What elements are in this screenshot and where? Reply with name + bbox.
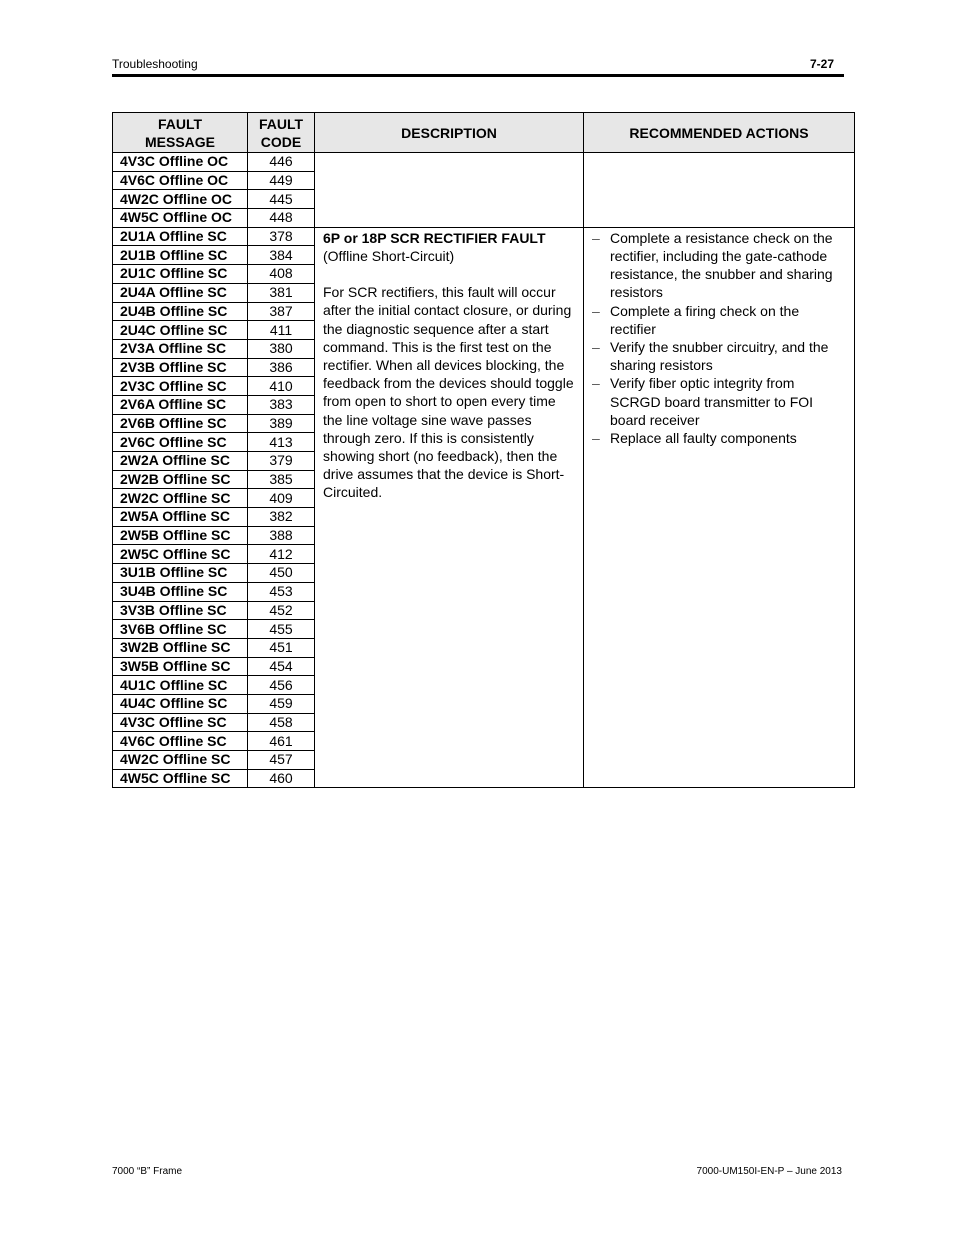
fault-message-cell: 2W2C Offline SC <box>113 489 248 508</box>
fault-message-cell: 2W5B Offline SC <box>113 526 248 545</box>
fault-message-cell: 3W2B Offline SC <box>113 638 248 657</box>
fault-message-cell: 2W2B Offline SC <box>113 470 248 489</box>
action-text: Replace all faulty components <box>610 429 797 446</box>
fault-code-cell: 384 <box>248 246 315 265</box>
fault-message-cell: 4W2C Offline OC <box>113 190 248 209</box>
fault-code-cell: 379 <box>248 452 315 471</box>
fault-code-cell: 378 <box>248 227 315 246</box>
fault-code-cell: 455 <box>248 620 315 639</box>
fault-message-cell: 2U1B Offline SC <box>113 246 248 265</box>
list-item <box>592 229 846 302</box>
dash-bullet-icon: – <box>592 302 600 319</box>
description-title: 6P or 18P SCR RECTIFIER FAULT <box>323 229 546 246</box>
fault-code-cell: 456 <box>248 676 315 695</box>
header-section-title: Troubleshooting <box>112 57 198 71</box>
fault-code-cell: 454 <box>248 657 315 676</box>
action-text: Complete a resistance check on the rectifier, including the gate-cathode resistance, the snubber and sharing resistors <box>610 229 833 301</box>
fault-message-cell: 2V3A Offline SC <box>113 339 248 358</box>
fault-message-cell: 2U1A Offline SC <box>113 227 248 246</box>
fault-message-cell: 4V6C Offline OC <box>113 171 248 190</box>
fault-code-cell: 380 <box>248 339 315 358</box>
fault-message-cell: 2V6A Offline SC <box>113 395 248 414</box>
fault-message-cell: 2U4B Offline SC <box>113 302 248 321</box>
fault-message-cell: 4W2C Offline SC <box>113 751 248 770</box>
header-rule <box>112 74 844 77</box>
fault-code-cell: 411 <box>248 321 315 340</box>
recommended-actions-cell <box>584 227 855 788</box>
recommended-actions-cell <box>584 153 855 228</box>
fault-code-cell: 452 <box>248 601 315 620</box>
footer-document-frame: 7000 “B” Frame <box>112 1166 183 1177</box>
fault-code-cell: 409 <box>248 489 315 508</box>
fault-message-cell: 4W5C Offline SC <box>113 769 248 788</box>
description-spacer <box>323 265 575 283</box>
fault-message-cell: 2V3B Offline SC <box>113 358 248 377</box>
description-subtitle: (Offline Short-Circuit) <box>323 247 455 264</box>
table-row <box>113 227 855 246</box>
fault-message-cell: 4U1C Offline SC <box>113 676 248 695</box>
dash-bullet-icon: – <box>592 375 600 392</box>
action-text: Verify the snubber circuitry, and the sharing resistors <box>610 338 829 374</box>
fault-code-cell: 383 <box>248 395 315 414</box>
dash-bullet-icon: – <box>592 338 600 355</box>
fault-code-cell: 388 <box>248 526 315 545</box>
fault-code-cell: 389 <box>248 414 315 433</box>
fault-code-cell: 386 <box>248 358 315 377</box>
fault-message-cell: 2V3C Offline SC <box>113 377 248 396</box>
description-body: For SCR rectifiers, this fault will occur after the initial contact closure, or during the diagnostic sequence after a start command. This is the first test on the rectifier. When all devices blocking, the feedback from the devices should toggle from open to short to open every time the line voltage sine wave passes through zero. If this is consistently showing short (no feedback), then the drive assumes that the device is Short-Circuited. <box>323 284 574 501</box>
header-fault-code: FAULT CODE <box>248 113 315 153</box>
dash-bullet-icon: – <box>592 429 600 446</box>
list-item <box>592 429 846 447</box>
fault-message-cell: 3U1B Offline SC <box>113 564 248 583</box>
description-cell <box>315 153 584 228</box>
fault-message-cell: 2W2A Offline SC <box>113 452 248 471</box>
table-row <box>113 153 855 172</box>
header-description: DESCRIPTION <box>315 113 584 153</box>
fault-message-cell: 4U4C Offline SC <box>113 694 248 713</box>
fault-code-cell: 448 <box>248 209 315 228</box>
list-item <box>592 338 846 374</box>
fault-code-cell: 453 <box>248 582 315 601</box>
fault-code-cell: 385 <box>248 470 315 489</box>
table-header-row <box>113 113 855 153</box>
fault-message-cell: 4V3C Offline OC <box>113 153 248 172</box>
fault-message-cell: 2U1C Offline SC <box>113 265 248 284</box>
fault-code-cell: 457 <box>248 751 315 770</box>
fault-message-cell: 2U4C Offline SC <box>113 321 248 340</box>
fault-message-cell: 2V6B Offline SC <box>113 414 248 433</box>
fault-code-cell: 461 <box>248 732 315 751</box>
fault-code-cell: 458 <box>248 713 315 732</box>
header-fault-message: FAULT MESSAGE <box>113 113 248 153</box>
fault-message-cell: 3U4B Offline SC <box>113 582 248 601</box>
list-item <box>592 302 846 338</box>
fault-message-cell: 2V6C Offline SC <box>113 433 248 452</box>
table-body <box>113 153 855 788</box>
fault-message-cell: 3V6B Offline SC <box>113 620 248 639</box>
fault-code-cell: 413 <box>248 433 315 452</box>
fault-code-cell: 449 <box>248 171 315 190</box>
action-text: Verify fiber optic integrity from SCRGD board transmitter to FOI board receiver <box>610 375 814 428</box>
fault-message-cell: 3V3B Offline SC <box>113 601 248 620</box>
fault-code-cell: 451 <box>248 638 315 657</box>
header-page-number: 7-27 <box>809 57 834 71</box>
fault-code-cell: 387 <box>248 302 315 321</box>
dash-bullet-icon: – <box>592 229 600 246</box>
fault-code-cell: 410 <box>248 377 315 396</box>
fault-code-cell: 408 <box>248 265 315 284</box>
fault-message-cell: 2W5C Offline SC <box>113 545 248 564</box>
fault-code-cell: 445 <box>248 190 315 209</box>
fault-message-cell: 4V3C Offline SC <box>113 713 248 732</box>
fault-code-cell: 412 <box>248 545 315 564</box>
action-text: Complete a firing check on the rectifier <box>610 302 800 337</box>
fault-code-cell: 459 <box>248 694 315 713</box>
footer-document-id: 7000-UM150I-EN-P – June 2013 <box>696 1166 842 1177</box>
fault-message-cell: 2U4A Offline SC <box>113 283 248 302</box>
fault-code-cell: 382 <box>248 508 315 527</box>
fault-code-cell: 450 <box>248 564 315 583</box>
fault-message-cell: 4V6C Offline SC <box>113 732 248 751</box>
fault-message-cell: 2W5A Offline SC <box>113 508 248 527</box>
fault-table <box>112 112 855 788</box>
fault-code-cell: 460 <box>248 769 315 788</box>
fault-message-cell: 3W5B Offline SC <box>113 657 248 676</box>
list-item <box>592 374 846 429</box>
fault-message-cell: 4W5C Offline OC <box>113 209 248 228</box>
fault-code-cell: 446 <box>248 153 315 172</box>
fault-code-cell: 381 <box>248 283 315 302</box>
actions-list <box>592 229 846 447</box>
description-cell <box>315 227 584 788</box>
header-recommended-actions: RECOMMENDED ACTIONS <box>584 113 855 153</box>
